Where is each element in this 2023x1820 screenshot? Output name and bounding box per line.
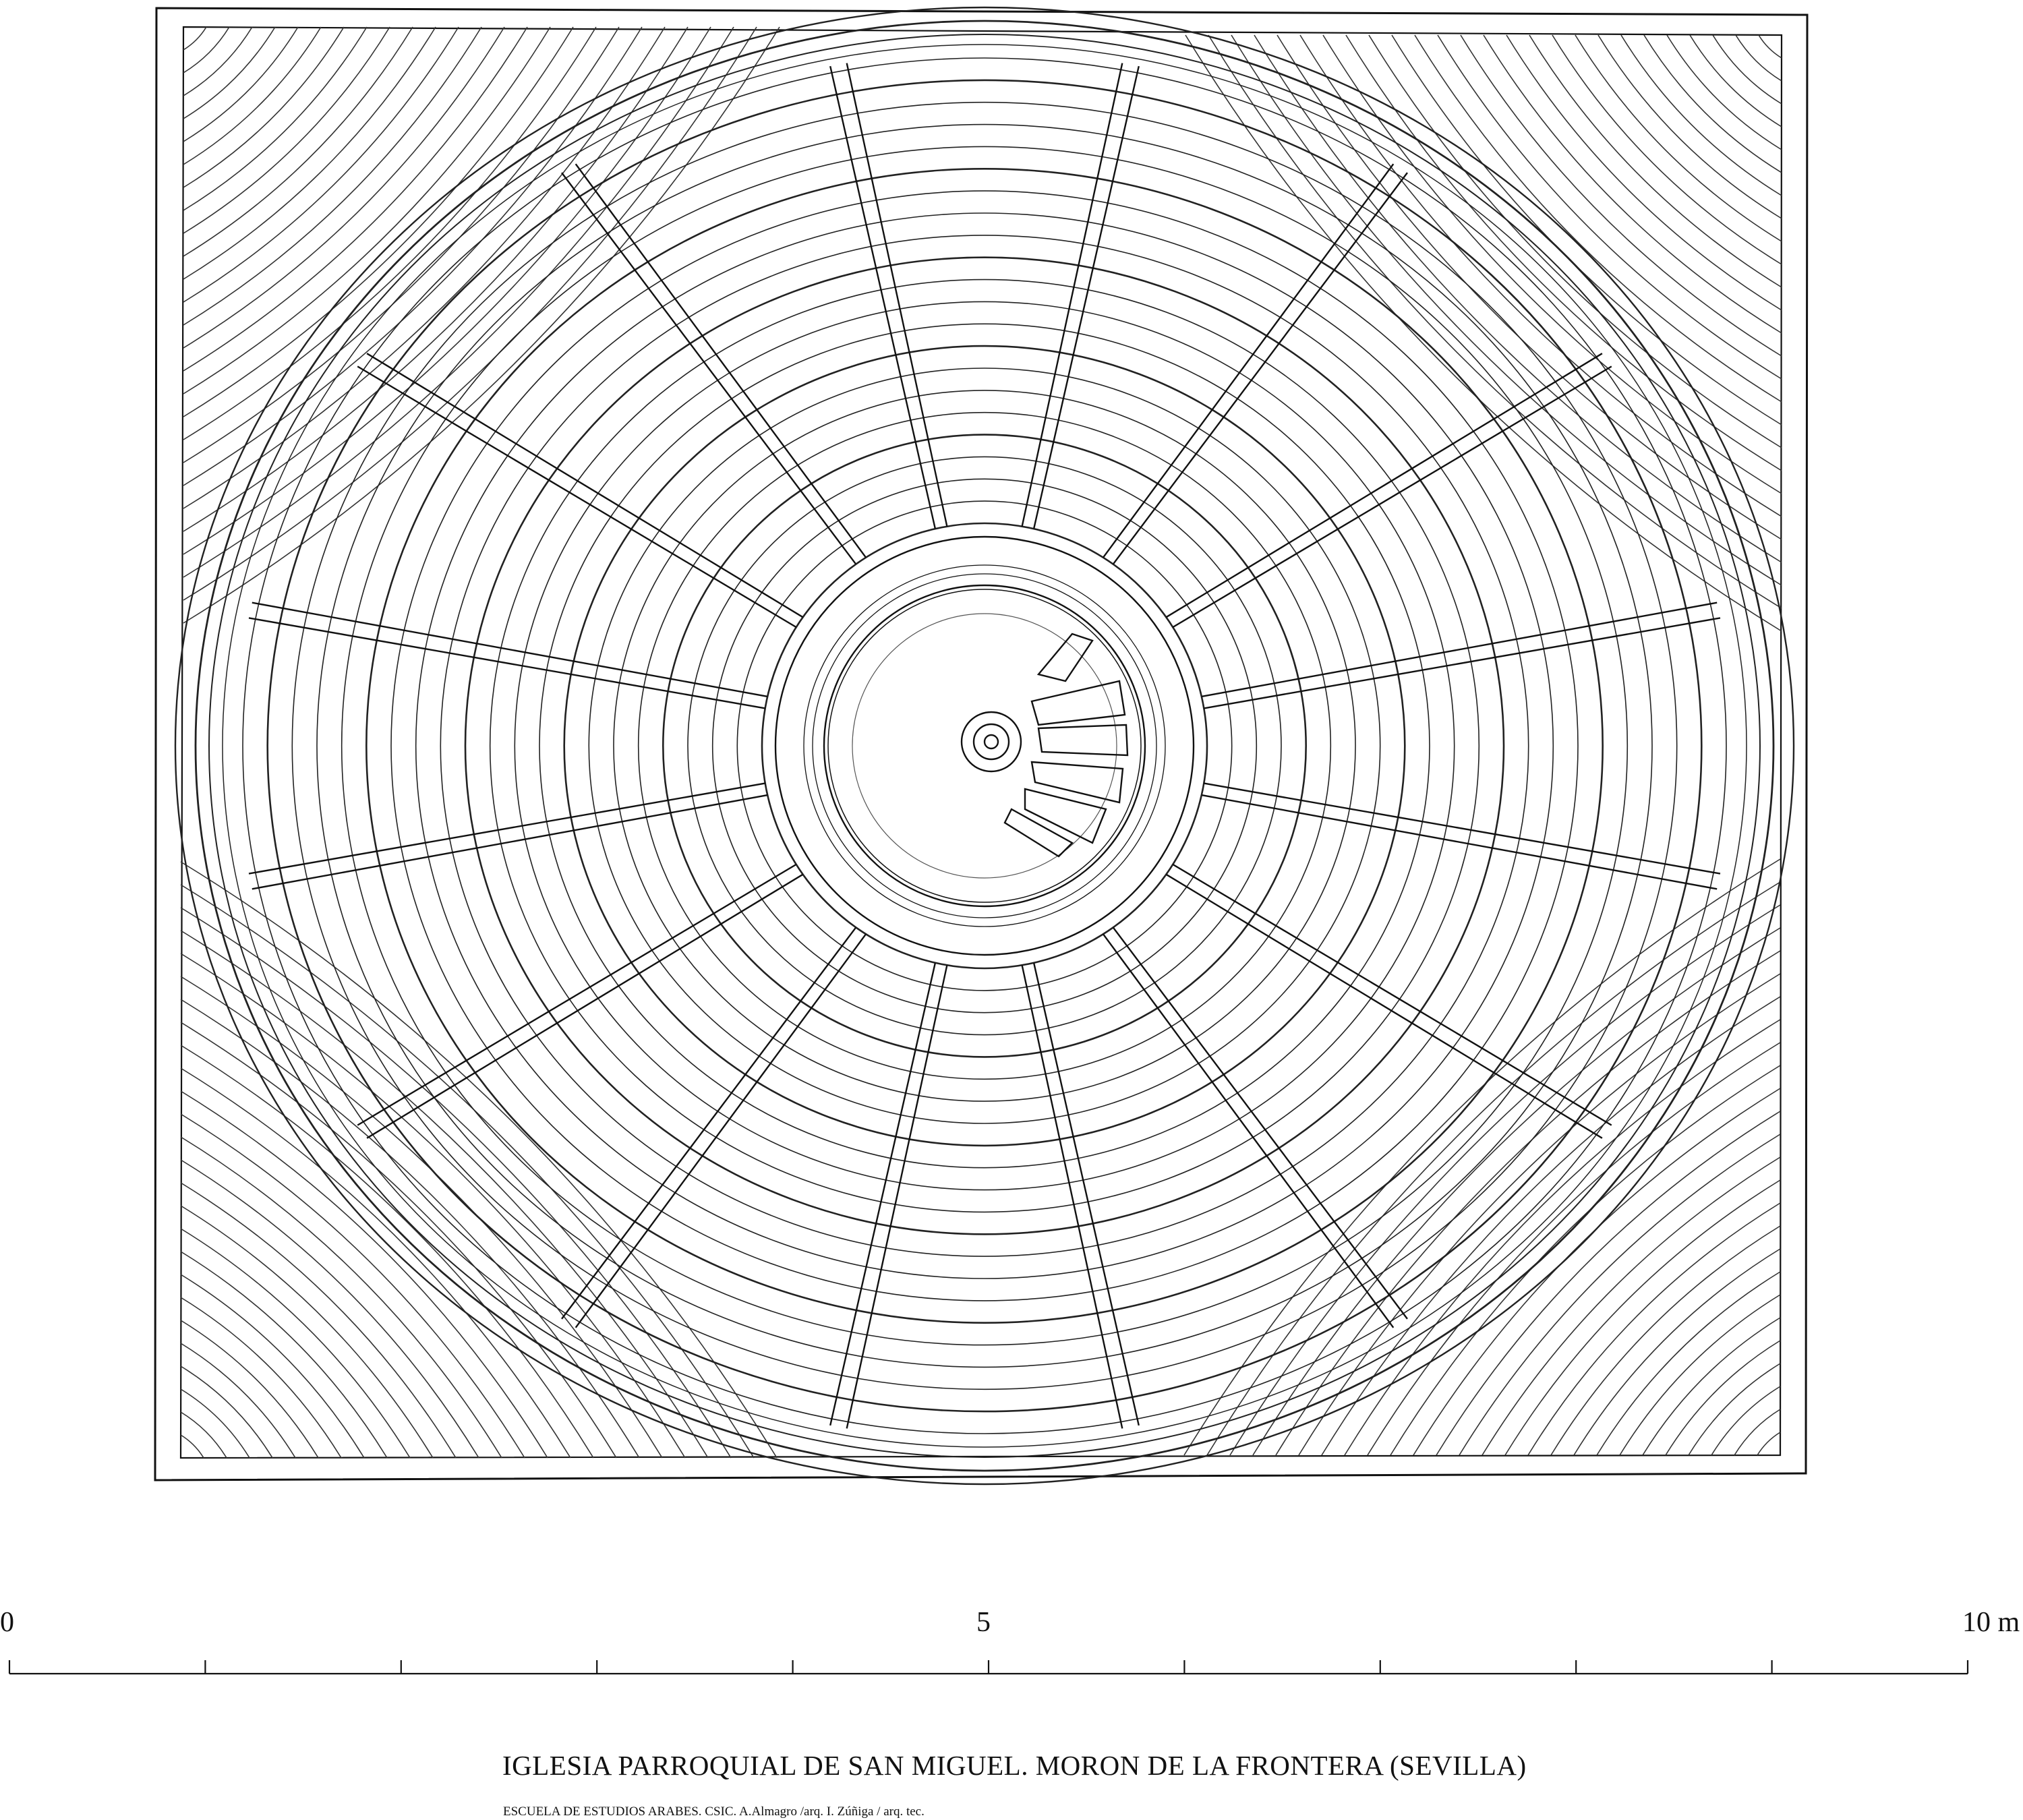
dome-ring [366,169,1602,1322]
hatch-stroke [181,1160,479,1458]
dome-outer-ring [223,45,1747,1447]
dome-outer-ring [196,21,1773,1471]
hatch-stroke [181,885,754,1458]
dome-rib-line [830,963,935,1426]
dome-rib-line [249,618,765,708]
hatch-stroke [183,27,275,119]
dome-ring [342,146,1628,1345]
dome-ring [737,501,1231,991]
hatch-stroke [1574,1249,1780,1455]
dome-ring [317,125,1652,1368]
hatch-stroke [1620,1295,1780,1455]
hatch-stroke [1184,859,1780,1455]
dome-ring [614,390,1355,1101]
hatch-stroke [183,27,321,165]
hatch-stroke [183,27,481,325]
dome-rib-line [562,173,856,564]
dome-ring [713,479,1257,1012]
dome-ring [292,102,1676,1390]
hatch-stroke [1621,35,1782,196]
dome-rib-line [357,864,796,1125]
dome-rib-line [1173,366,1612,627]
hatch-stroke [1207,882,1780,1455]
hatch-stroke [181,1091,548,1458]
hatch-stroke [183,27,711,554]
dome-rib-line [249,784,765,874]
hatch-stroke [1299,974,1780,1455]
hatch-stroke [181,1252,387,1458]
hatch-stroke [1736,35,1782,81]
hatch-stroke [1734,1409,1780,1455]
drawing-credits: ESCUELA DE ESTUDIOS ARABES. CSIC. A.Almagro /arq. I. Zúñiga / arq. tec. [503,1804,925,1819]
hatch-stroke [1390,1065,1780,1455]
hatch-stroke [181,1297,341,1458]
hatch-stroke [181,1320,318,1458]
dome-ring [688,457,1281,1034]
scale-bar [0,1598,2023,1693]
hatch-stroke [1597,1272,1780,1455]
dome-rib-line [847,965,947,1428]
hatch-stroke [183,27,550,394]
dome-rib-line [830,66,935,529]
dome-rib-line [357,366,796,627]
hatch-stroke [181,862,777,1458]
dome-ring [762,523,1207,968]
hatch-stroke [1482,1157,1780,1455]
drawing-title: IGLESIA PARROQUIAL DE SAN MIGUEL. MORON DE LA FRONTERA (SEVILLA) [502,1750,1527,1781]
hatch-stroke [1690,35,1782,127]
hatch-stroke [1413,1088,1780,1455]
corner-hatching [181,27,1782,1458]
hatch-stroke [1759,35,1782,58]
scale-label-five: 5 [976,1607,991,1638]
hatch-stroke [1575,35,1782,241]
scale-label-ten: 10 m [1962,1607,2020,1638]
hatch-stroke [181,1412,227,1458]
dome-rib-line [562,927,856,1319]
dome-rib-line [1034,66,1139,529]
hatch-stroke [181,1206,433,1458]
hatch-stroke [1689,1363,1780,1455]
hatch-stroke [183,27,757,600]
dome-ring [589,368,1380,1123]
hatch-stroke [1643,1318,1780,1455]
hatch-stroke [1230,905,1780,1455]
hatch-stroke [1713,35,1782,104]
hatch-stroke [183,27,688,531]
hatch-stroke [1276,951,1780,1455]
dome-outer-ring [209,34,1760,1457]
hatch-stroke [181,976,662,1458]
hatch-stroke [183,27,436,279]
hatch-stroke [181,999,639,1458]
hatch-stroke [1322,997,1780,1455]
hatch-stroke [183,27,229,73]
dome-rib-line [1022,965,1123,1428]
hatch-stroke [183,27,596,440]
hatch-stroke [183,27,390,233]
hatch-stroke [1368,1043,1780,1455]
hatch-stroke [183,27,734,577]
hatch-stroke [181,1435,204,1458]
dome-rib-line [1034,963,1139,1426]
dome-rib-line [1204,618,1720,708]
scale-label-zero: 0 [0,1607,14,1638]
hatch-stroke [183,27,367,210]
hatch-stroke [183,27,206,50]
dome-ring [391,191,1578,1301]
hatch-stroke [1529,35,1782,287]
dome-ring [416,213,1554,1279]
dome-ring [639,413,1331,1080]
hatch-stroke [181,1274,364,1458]
hatch-stroke [1711,1386,1780,1455]
hatch-stroke [183,27,344,187]
hatch-stroke [1277,35,1782,539]
hatch-stroke [1505,1180,1780,1455]
hatch-stroke [183,27,573,417]
hatch-stroke [1528,1203,1780,1455]
dome-rib-line [1173,864,1612,1125]
hatch-stroke [181,1183,456,1458]
dome-rib-line [847,63,947,527]
dome-ring [465,258,1504,1235]
dome-rib-line [1204,784,1720,874]
hatch-stroke [181,1366,272,1458]
hatch-stroke [1300,35,1782,517]
hatch-stroke [1644,35,1782,173]
hatch-stroke [1484,35,1782,333]
hatch-stroke [183,27,252,96]
dome-ring [564,346,1405,1146]
dome-rib-line [1022,63,1123,527]
hatch-stroke [183,27,780,623]
hatch-stroke [181,1389,250,1458]
dome-ring [440,235,1528,1256]
hatch-stroke [1598,35,1782,218]
hatch-stroke [1506,35,1782,310]
dome-ring [539,324,1430,1167]
hatch-stroke [1757,1432,1780,1455]
dome-rib-line [1113,173,1407,564]
hatch-stroke [1415,35,1782,402]
central-lantern [775,537,1194,955]
dome-ring [663,435,1306,1057]
hatch-stroke [181,1068,570,1458]
dome-rib-line [1113,927,1407,1319]
